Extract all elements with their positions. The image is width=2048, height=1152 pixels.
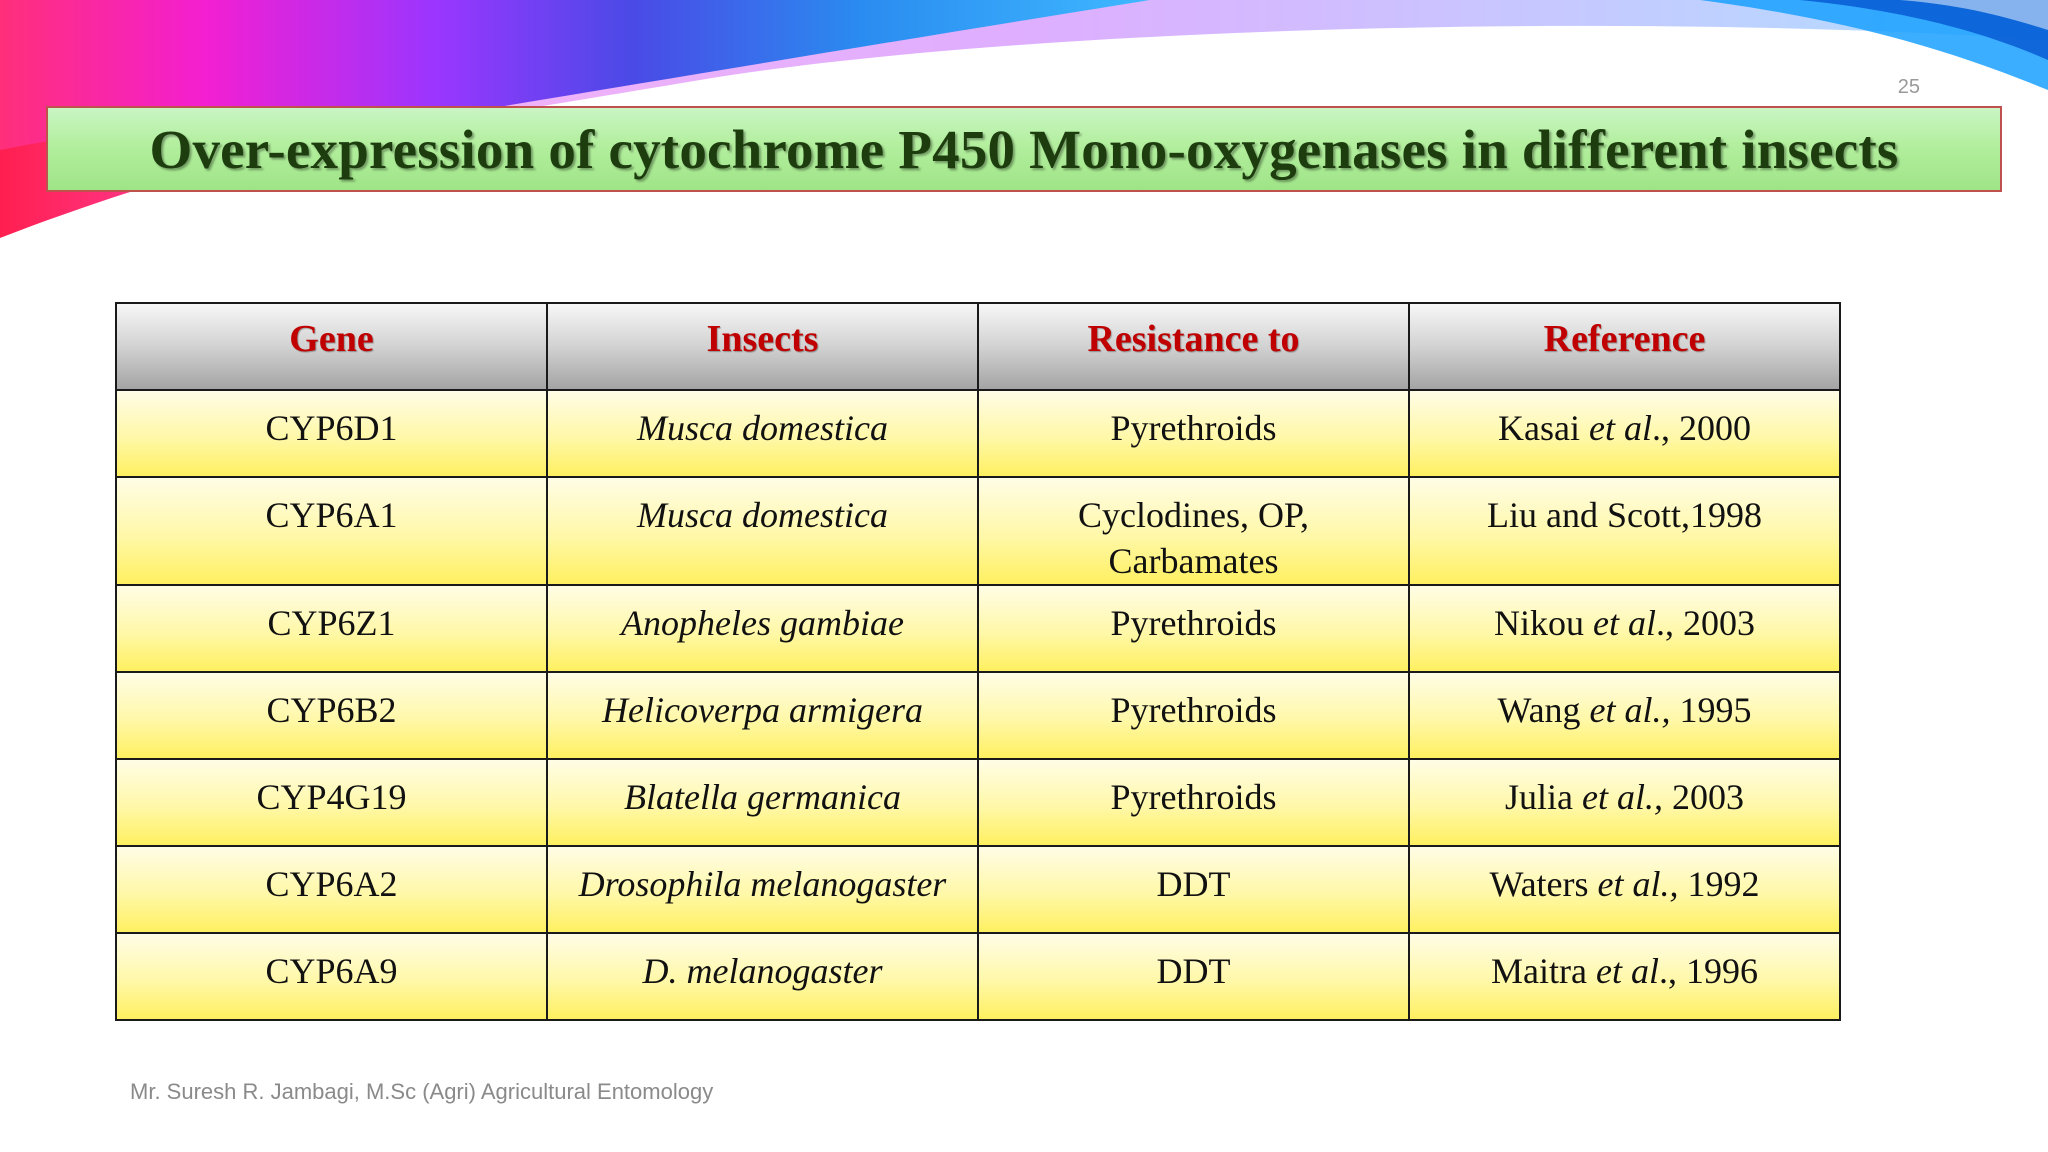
cell-reference: [1409, 846, 1840, 933]
ref-author: Julia: [1505, 777, 1573, 817]
table-row: [116, 390, 1840, 477]
cell-gene: CYP6B2: [116, 672, 547, 759]
ref-author: Nikou: [1494, 603, 1584, 643]
ref-etal: et al: [1595, 951, 1659, 991]
ref-etal: et al: [1593, 603, 1656, 643]
ref-year: ., 2003: [1655, 603, 1755, 643]
cell-insect: Anopheles gambiae: [547, 585, 978, 672]
cell-reference: [1409, 390, 1840, 477]
cell-insect: Musca domestica: [547, 390, 978, 477]
p450-table: [115, 302, 1841, 1021]
slide-title: Over-expression of cytochrome P450 Mono-oxygenases in different insects: [149, 118, 1899, 180]
header-insects: Insects: [547, 303, 978, 390]
cell-insect: Blatella germanica: [547, 759, 978, 846]
resistance-line: Carbamates: [1108, 541, 1279, 581]
resistance-line: Cyclodines, OP,: [1077, 495, 1309, 535]
cell-gene: CYP6A1: [116, 477, 547, 585]
footer-author: Mr. Suresh R. Jambagi, M.Sc (Agri) Agricultural Entomology: [130, 1079, 714, 1104]
ref-year: 2003: [1662, 777, 1744, 817]
cell-reference: [1409, 933, 1840, 1020]
cell-reference: [1409, 672, 1840, 759]
cell-resistance: [978, 672, 1409, 759]
ref-year: ., 2000: [1651, 408, 1751, 448]
ref-etal: et al.,: [1597, 864, 1679, 904]
cell-reference: [1409, 759, 1840, 846]
ref-author: Liu and Scott,1998: [1487, 495, 1762, 535]
resistance-line: Pyrethroids: [1110, 690, 1277, 730]
table-row: [116, 933, 1840, 1020]
resistance-line: Pyrethroids: [1110, 777, 1277, 817]
header-gene: Gene: [116, 303, 547, 390]
resistance-line: DDT: [1156, 951, 1231, 991]
header-reference: Reference: [1409, 303, 1840, 390]
resistance-line: DDT: [1156, 864, 1231, 904]
table-row: [116, 672, 1840, 759]
table-row: [116, 759, 1840, 846]
ref-etal: et al.,: [1589, 690, 1671, 730]
ref-year: ., 1996: [1658, 951, 1758, 991]
cell-insect: Drosophila melanogaster: [547, 846, 978, 933]
table-header-row: [116, 303, 1840, 390]
cell-gene: CYP6A9: [116, 933, 547, 1020]
ref-year: 1992: [1678, 864, 1760, 904]
resistance-line: Pyrethroids: [1110, 603, 1277, 643]
cell-resistance: [978, 477, 1409, 585]
cell-resistance: [978, 759, 1409, 846]
table-row: [116, 477, 1840, 585]
cell-resistance: [978, 390, 1409, 477]
ref-author: Wang: [1497, 690, 1581, 730]
cell-insect: Musca domestica: [547, 477, 978, 585]
cell-insect: D. melanogaster: [547, 933, 978, 1020]
ref-author: Kasai: [1498, 408, 1580, 448]
ref-author: Maitra: [1491, 951, 1587, 991]
header-resistance: Resistance to: [978, 303, 1409, 390]
cell-resistance: [978, 846, 1409, 933]
cell-gene: CYP6Z1: [116, 585, 547, 672]
title-banner: [46, 106, 2002, 192]
table-row: [116, 585, 1840, 672]
ref-year: 1995: [1670, 690, 1752, 730]
cell-resistance: [978, 585, 1409, 672]
slide-number: 25: [1897, 76, 1920, 98]
cell-gene: CYP6A2: [116, 846, 547, 933]
cell-reference: [1409, 477, 1840, 585]
ref-author: Waters: [1489, 864, 1589, 904]
cell-reference: [1409, 585, 1840, 672]
ref-etal: et al: [1588, 408, 1652, 448]
resistance-line: Pyrethroids: [1110, 408, 1277, 448]
cell-gene: CYP4G19: [116, 759, 547, 846]
ref-etal: et al.,: [1582, 777, 1663, 817]
cell-gene: CYP6D1: [116, 390, 547, 477]
cell-insect: Helicoverpa armigera: [547, 672, 978, 759]
table-row: [116, 846, 1840, 933]
cell-resistance: [978, 933, 1409, 1020]
